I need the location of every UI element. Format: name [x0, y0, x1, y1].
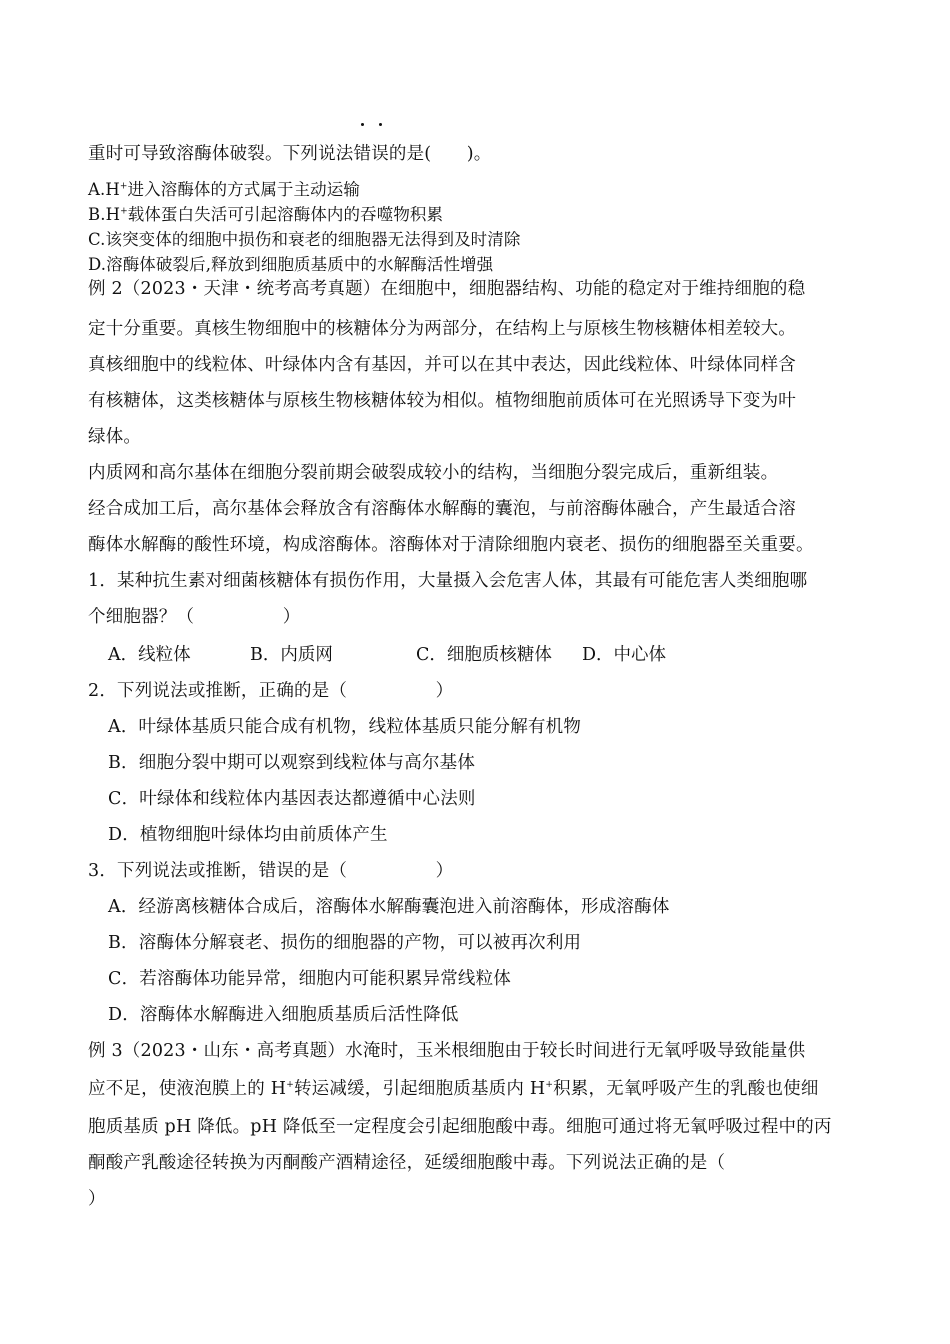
- q3-option-b: B．溶酶体分解衰老、损伤的细胞器的产物，可以被再次利用: [108, 933, 582, 953]
- q3-stem: 3．下列说法或推断，错误的是（ ）: [88, 861, 454, 881]
- q2-option-d: D．植物细胞叶绿体均由前质体产生: [108, 825, 388, 845]
- example3-line-4: 酮酸产乳酸途径转换为丙酮酸产酒精途径，延缓细胞酸中毒。下列说法正确的是（: [88, 1153, 726, 1173]
- emphasized-word-text: 错误: [353, 144, 389, 164]
- intro-text-pre: 重时可导致溶酶体破裂。下列说法: [88, 144, 354, 164]
- example2-line-5: 绿体。: [88, 427, 142, 447]
- intro-text-post: 的是( )。: [388, 144, 492, 164]
- q3-option-a: A．经游离核糖体合成后，溶酶体水解酶囊泡进入前溶酶体，形成溶酶体: [108, 897, 670, 917]
- q1-option-b: B．内质网: [250, 645, 333, 665]
- example2-line-4: 有核糖体，这类核糖体与原核生物核糖体较为相似。植物细胞前质体可在光照诱导下变为叶: [88, 391, 796, 411]
- q2-option-b: B．细胞分裂中期可以观察到线粒体与高尔基体: [108, 753, 476, 773]
- question-intro-line: [88, 143, 491, 165]
- option-d: D.溶酶体破裂后,释放到细胞质基质中的水解酶活性增强: [88, 255, 494, 274]
- q1-option-c: C．细胞质核糖体: [416, 645, 552, 665]
- example2-line-1: 例 2（2023・天津・统考高考真题）在细胞中，细胞器结构、功能的稳定对于维持细胞的稳: [88, 279, 806, 299]
- q1-option-a: A．线粒体: [108, 645, 191, 665]
- q1-stem-line-1: 1．某种抗生素对细菌核糖体有损伤作用，大量摄入会危害人体，其最有可能危害人类细胞哪: [88, 571, 808, 591]
- example2-line-2: 定十分重要。真核生物细胞中的核糖体分为两部分，在结构上与原核生物核糖体相差较大。: [88, 319, 796, 339]
- example2-line-6: 内质网和高尔基体在细胞分裂前期会破裂成较小的结构，当细胞分裂完成后，重新组装。: [88, 463, 779, 483]
- q1-option-d: D．中心体: [582, 645, 667, 665]
- option-a: A.H+进入溶酶体的方式属于主动运输: [88, 180, 360, 199]
- example2-line-8: 酶体水解酶的酸性环境，构成溶酶体。溶酶体对于清除细胞内衰老、损伤的细胞器至关重要。: [88, 535, 814, 555]
- example3-line-1: 例 3（2023・山东・高考真题）水淹时，玉米根细胞由于较长时间进行无氧呼吸导致能量供: [88, 1041, 806, 1061]
- example2-line-3: 真核细胞中的线粒体、叶绿体内含有基因，并可以在其中表达，因此线粒体、叶绿体同样含: [88, 355, 796, 375]
- emphasized-word: [354, 143, 389, 165]
- example3-line-2: 应不足，使液泡膜上的 H+转运减缓，引起细胞质基质内 H+积累，无氧呼吸产生的乳酸也使细: [88, 1079, 819, 1099]
- example3-line-3: 胞质基质 pH 降低。pH 降低至一定程度会引起细胞酸中毒。细胞可通过将无氧呼吸过程中的丙: [88, 1117, 832, 1137]
- option-b: B.H+载体蛋白失活可引起溶酶体内的吞噬物积累: [88, 205, 444, 224]
- example3-line-5: ）: [88, 1189, 106, 1209]
- q3-option-c: C．若溶酶体功能异常，细胞内可能积累异常线粒体: [108, 969, 511, 989]
- emphasis-dots: [354, 123, 389, 131]
- example2-line-7: 经合成加工后，高尔基体会释放含有溶酶体水解酶的囊泡，与前溶酶体融合，产生最适合溶: [88, 499, 796, 519]
- q2-option-a: A．叶绿体基质只能合成有机物，线粒体基质只能分解有机物: [108, 717, 582, 737]
- q2-stem: 2．下列说法或推断，正确的是（ ）: [88, 681, 454, 701]
- q1-stem-line-2: 个细胞器？（ ）: [88, 607, 301, 627]
- q3-option-d: D．溶酶体水解酶进入细胞质基质后活性降低: [108, 1005, 459, 1025]
- option-c: C.该突变体的细胞中损伤和衰老的细胞器无法得到及时清除: [88, 230, 521, 249]
- q2-option-c: C．叶绿体和线粒体内基因表达都遵循中心法则: [108, 789, 476, 809]
